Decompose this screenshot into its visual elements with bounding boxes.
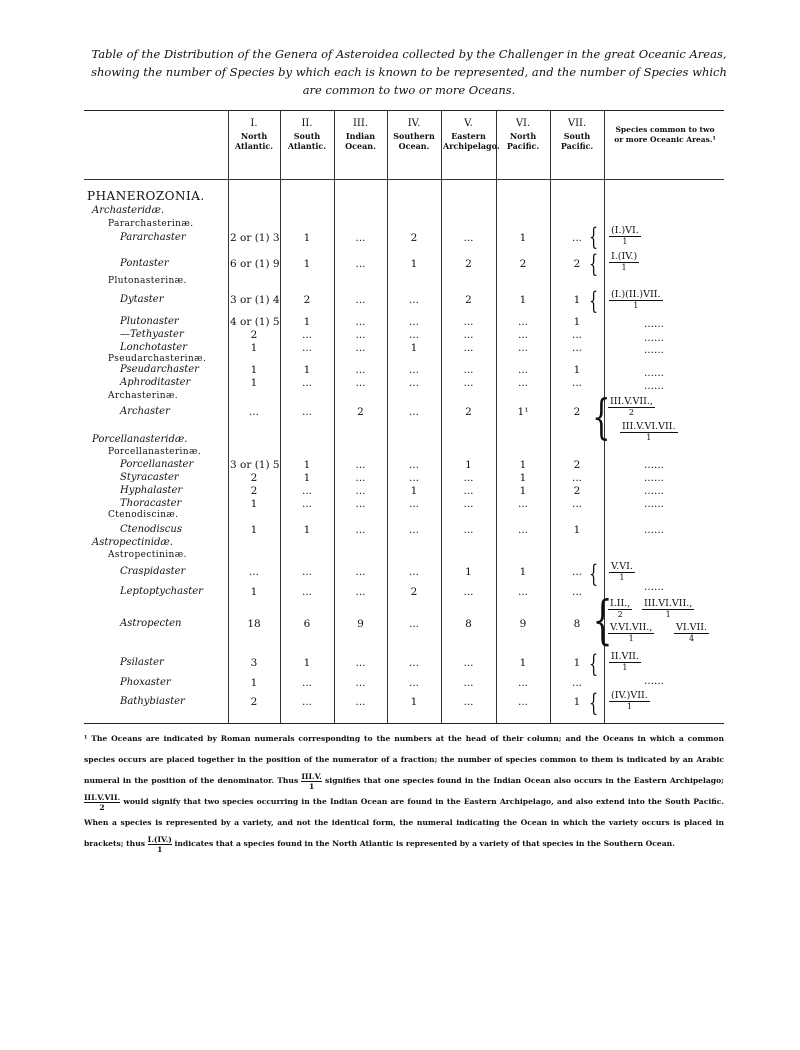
table-cell: 1 [303, 459, 311, 471]
table-cell: ... [517, 316, 528, 328]
table-cell: ... [571, 329, 582, 341]
table-cell: ... [463, 232, 474, 244]
table-cell: ... [408, 677, 419, 689]
table-cell: 2 [303, 294, 311, 306]
label-pararchasterinae: Pararchasterinæ. [108, 219, 194, 229]
table-cell: 1 [519, 657, 527, 669]
table-cell: ... [301, 377, 312, 389]
table-cell: ... [463, 485, 474, 497]
table-cell: 1 [410, 485, 418, 497]
common-thoracaster: ...... [643, 498, 665, 510]
table-cell: 1 [573, 657, 581, 669]
label-ctenodiscinae: Ctenodiscinæ. [108, 510, 179, 520]
table-cell: ... [463, 364, 474, 376]
table-cell: ... [571, 566, 582, 578]
genus-name: Hyphalaster [120, 485, 183, 496]
common-hyphalaster: ...... [643, 485, 665, 497]
table-cell: ... [517, 498, 528, 510]
table-cell: 1 [465, 566, 472, 578]
brace: { [589, 560, 599, 588]
table-cell: 1 [303, 472, 311, 484]
table-cell: ... [248, 566, 259, 578]
footnote-example-2: III.V.VII. 2 [84, 792, 121, 812]
table-cell: ... [517, 329, 528, 341]
genus-name: Lonchotaster [120, 342, 187, 353]
genus-name: Porcellanaster [120, 459, 194, 470]
col-header-common: Species common to two or more Oceanic Areas.¹ [614, 125, 716, 144]
table-cell: ... [355, 677, 366, 689]
common-leptoptychaster: ...... [643, 581, 665, 593]
table-cell: ... [408, 524, 419, 536]
common-psilaster: II.VII. 1 [611, 651, 639, 672]
genus-name: Psilaster [120, 657, 164, 668]
table-cell: ... [408, 498, 419, 510]
genus-name: Thoracaster [120, 498, 182, 509]
label-porcellanasterinae: Porcellanasterinæ. [108, 447, 202, 457]
common-plutonaster: ...... [643, 318, 665, 330]
common-styracaster: ...... [643, 472, 665, 484]
table-cell: 3 or (1) 4 [230, 294, 280, 306]
table-cell: 2 [573, 258, 581, 270]
label-astropectinidae: Astropectinidæ. [92, 537, 173, 548]
table-cell: ... [301, 406, 312, 418]
genus-name: Archaster [120, 406, 170, 417]
table-cell: ... [408, 472, 419, 484]
table-cell: 1 [250, 342, 258, 354]
distribution-table [84, 110, 724, 724]
table-cell: ... [463, 342, 474, 354]
table-cell: ... [248, 406, 259, 418]
table-cell: ... [571, 232, 582, 244]
genus-name: Leptoptychaster [120, 586, 203, 597]
common-pseudarchaster: ...... [643, 367, 665, 379]
label-porcellanasteridae: Porcellanasteridæ. [92, 434, 188, 445]
table-cell: 1 [573, 696, 581, 708]
table-cell: ... [301, 342, 312, 354]
table-cell: 2 [410, 586, 418, 598]
footnote-marker: ¹ [84, 734, 92, 743]
common-ctenodiscus: ...... [643, 524, 665, 536]
table-cell: ... [408, 406, 419, 418]
brace: { [592, 389, 611, 445]
table-cell: ... [463, 377, 474, 389]
table-cell: 1 [250, 377, 258, 389]
brace: { [589, 689, 599, 717]
table-cell: 2 [357, 406, 364, 418]
table-cell: 3 [250, 657, 258, 669]
table-cell: ... [355, 586, 366, 598]
table-cell: 2 [250, 329, 258, 341]
table-cell: 1 [410, 258, 418, 270]
table-cell: 2 [250, 472, 258, 484]
table-cell: ... [301, 566, 312, 578]
table-cell: ... [301, 498, 312, 510]
table-cell: ... [355, 524, 366, 536]
label-astropectininae: Astropectininæ. [108, 550, 187, 560]
table-cell: ... [355, 258, 366, 270]
table-cell: 2 or (1) 3 [230, 232, 280, 244]
table-cell: 2 [465, 406, 472, 418]
table-cell: ... [355, 377, 366, 389]
table-cell: ... [408, 294, 419, 306]
table-cell: ... [571, 377, 582, 389]
col-header-3: III. Indian Ocean. [345, 118, 376, 151]
brace: { [589, 650, 599, 678]
table-cell: 2 [410, 232, 418, 244]
genus-name: Pontaster [120, 258, 169, 269]
table-cell: ... [408, 459, 419, 471]
common-pontaster: I.(IV.) 1 [611, 251, 638, 272]
brace: { [589, 287, 599, 315]
table-cell: 1 [410, 342, 418, 354]
common-porcellanaster: ...... [643, 459, 665, 471]
table-cell: ... [355, 657, 366, 669]
table-cell: ... [517, 342, 528, 354]
table-cell: ... [463, 677, 474, 689]
table-cell: 1 [519, 459, 527, 471]
genus-name: Aphroditaster [120, 377, 191, 388]
footnote: ¹ The Oceans are indicated by Roman numerals corresponding to the numbers at the head of their column; and the Oceans in which a common species occurs are placed together in the position of the numerator of a fraction; the number of species common to them is indicated by an Arabic numeral in the position of the denominator. Thus III.V. 1 signifies that one species found in the Indian Ocean also occurs in the Eastern Archipelago; III.V.VII. 2 would signify that two species occurring in the Indian Ocean are found in the Eastern Archipelago, and also extend into the South Pacific. When a species is represented by a variety, and not the identical form, the numeral indicating the Ocean in which the variety occurs is placed in brackets; thus $\frac{I.(IV.)}{1}$ indicates that a species found in the North Atlantic is represented by a variety of that species in the Southern Ocean. [84, 734, 724, 854]
genus-name: Styracaster [120, 472, 179, 483]
table-cell: 4 or (1) 5 [230, 316, 280, 328]
table-cell: ... [517, 364, 528, 376]
common-pararchaster: (I.)VI. 1 [611, 225, 639, 246]
table-cell: ... [355, 566, 366, 578]
table-cell: ... [463, 657, 474, 669]
common-phoxaster: ...... [643, 675, 665, 687]
common-tethyaster: ...... [643, 332, 665, 344]
common-dytaster: (I.)(II.)VII. 1 [611, 289, 661, 310]
table-cell: ... [571, 677, 582, 689]
table-cell: 1 [303, 258, 311, 270]
table-cell: ... [571, 586, 582, 598]
brace: { [592, 591, 613, 651]
label-archasterinae: Archasterinæ. [108, 391, 179, 401]
common-craspidaster: V.VI. 1 [611, 561, 633, 582]
table-cell: ... [301, 696, 312, 708]
table-cell: ... [408, 566, 419, 578]
table-cell: ... [408, 364, 419, 376]
col-header-2: II. South Atlantic. [287, 118, 327, 151]
table-cell: ... [301, 329, 312, 341]
table-cell: ... [408, 316, 419, 328]
table-cell: ... [301, 485, 312, 497]
brace: { [589, 250, 599, 278]
table-cell: 2 [465, 258, 472, 270]
table-cell: ... [463, 498, 474, 510]
common-bathybiaster: (IV.)VII. 1 [611, 690, 648, 711]
table-cell: 2 [519, 258, 527, 270]
table-cell: 3 or (1) 5 [230, 459, 280, 471]
table-cell: ... [355, 232, 366, 244]
table-cell: ... [355, 696, 366, 708]
genus-name: Pseudarchaster [120, 364, 199, 375]
table-cell: 1 [519, 566, 527, 578]
common-aphroditaster: ...... [643, 380, 665, 392]
genus-name: Astropecten [120, 618, 182, 629]
common-archaster-1: III.V.VII., 2 [610, 396, 653, 417]
col-header-5: V. Eastern Archipelago. [443, 118, 500, 151]
genus-name: Ctenodiscus [120, 524, 182, 535]
table-cell: 1 [519, 472, 527, 484]
label-phanerozonia: PHANEROZONIA. [87, 189, 205, 203]
common-astropecten-2: III.VI.VII., 1 [644, 598, 693, 619]
genus-name: Bathybiaster [120, 696, 185, 707]
table-cell: 1 [519, 294, 527, 306]
table-title: Table of the Distribution of the Genera of Asteroidea collected by the Challenger in the great Oceanic Areas, showing the number of Species by which each is known to be represented, and the number of Species which are common to two or more Oceans. [91, 47, 727, 97]
label-pseudarchasterinae: Pseudarchasterinæ. [108, 354, 207, 364]
table-cell: ... [408, 657, 419, 669]
table-cell: ... [571, 342, 582, 354]
table-cell: 1 [573, 316, 581, 328]
table-cell: ... [355, 364, 366, 376]
table-cell: 1 [573, 524, 581, 536]
footnote-example-3: $\frac{I.(IV.)}{1}$ [147, 834, 172, 854]
table-cell: 9 [357, 618, 364, 630]
table-cell: ... [517, 586, 528, 598]
genus-name: —Tethyaster [120, 329, 184, 340]
table-cell: 1 [303, 657, 311, 669]
table-cell: ... [517, 377, 528, 389]
table-cell: ... [517, 696, 528, 708]
brace: { [589, 223, 599, 251]
table-cell: ... [355, 329, 366, 341]
col-header-1: I. North Atlantic. [234, 118, 274, 151]
table-cell: ... [301, 586, 312, 598]
table-cell: 1 [519, 485, 527, 497]
table-cell: 8 [465, 618, 472, 630]
common-lonchotaster: ...... [643, 344, 665, 356]
common-astropecten-1: I.II., 2 [610, 598, 631, 619]
table-cell: 1 [250, 524, 258, 536]
table-cell: ... [571, 498, 582, 510]
table-cell: 8 [573, 618, 581, 630]
col-header-6: VI. North Pacific. [506, 118, 540, 151]
table-cell: ... [355, 472, 366, 484]
footnote-example-1: III.V. 1 [301, 771, 322, 791]
genus-name: Craspidaster [120, 566, 186, 577]
table-cell: ... [355, 459, 366, 471]
table-cell: ... [463, 316, 474, 328]
table-cell: 6 or (1) 9 [230, 258, 280, 270]
table-cell: ... [301, 677, 312, 689]
table-cell: 1¹ [517, 406, 529, 418]
table-cell: 18 [247, 618, 261, 630]
table-cell: 2 [573, 459, 581, 471]
table-cell: ... [355, 294, 366, 306]
table-cell: ... [463, 524, 474, 536]
label-archasteridae: Archasteridæ. [92, 205, 165, 216]
table-cell: 1 [465, 459, 472, 471]
table-cell: ... [463, 586, 474, 598]
genus-name: Dytaster [120, 294, 164, 305]
table-cell: ... [408, 618, 419, 630]
genus-name: Phoxaster [120, 677, 171, 688]
table-cell: 9 [519, 618, 527, 630]
table-cell: 1 [519, 232, 527, 244]
common-astropecten-3: V.VI.VII., 1 [610, 622, 653, 643]
genus-name: Plutonaster [120, 316, 179, 327]
table-cell: ... [463, 329, 474, 341]
common-astropecten-4: VI.VII. 4 [676, 622, 708, 643]
table-cell: 1 [303, 316, 311, 328]
table-cell: 1 [250, 364, 258, 376]
table-cell: 1 [410, 696, 418, 708]
common-archaster-2: III.V.VI.VII. 1 [622, 421, 676, 442]
table-cell: 2 [573, 406, 581, 418]
table-cell: 1 [303, 524, 311, 536]
table-cell: 2 [465, 294, 472, 306]
table-cell: ... [517, 524, 528, 536]
label-plutonasterinae: Plutonasterinæ. [108, 276, 187, 286]
col-header-7: VII. South Pacific. [560, 118, 594, 151]
table-cell: 2 [573, 485, 581, 497]
table-cell: ... [463, 472, 474, 484]
col-header-4: IV. Southern Ocean. [393, 118, 435, 151]
table-cell: 1 [250, 586, 258, 598]
table-cell: ... [355, 485, 366, 497]
table-cell: ... [571, 472, 582, 484]
table-cell: ... [408, 377, 419, 389]
genus-name: Pararchaster [120, 232, 186, 243]
table-cell: ... [517, 677, 528, 689]
table-cell: ... [355, 316, 366, 328]
table-cell: 1 [250, 677, 258, 689]
table-cell: 6 [303, 618, 311, 630]
table-cell: 1 [303, 232, 311, 244]
table-cell: 2 [250, 485, 258, 497]
table-cell: 2 [250, 696, 258, 708]
table-cell: 1 [573, 294, 581, 306]
table-cell: 1 [250, 498, 258, 510]
table-cell: 1 [573, 364, 581, 376]
table-cell: ... [355, 342, 366, 354]
table-cell: ... [355, 498, 366, 510]
table-cell: 1 [303, 364, 311, 376]
table-cell: ... [408, 329, 419, 341]
table-cell: ... [463, 696, 474, 708]
